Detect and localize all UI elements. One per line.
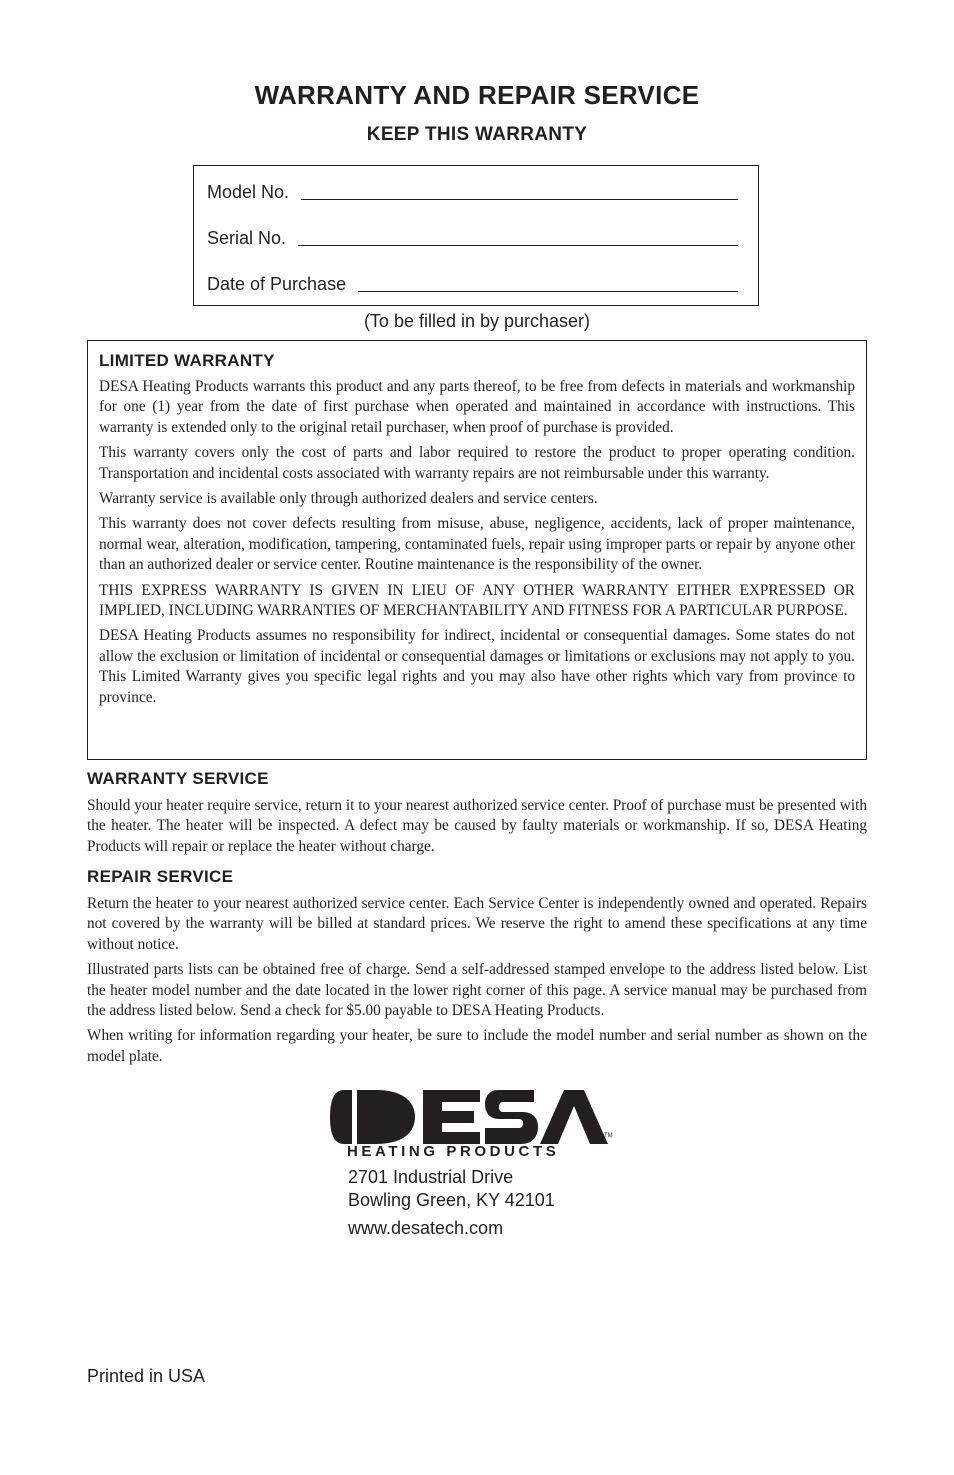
date-of-purchase-field[interactable] — [207, 274, 738, 294]
limited-warranty-paragraph: DESA Heating Products warrants this product and any parts thereof, to be free from defects in materials and workmanship for one (1) year from the date of first purchase when operated and maintained in accordance with instructions. This warranty is extended only to the original retail purchaser, when proof of purchase is provided. — [99, 378, 855, 436]
repair-service-paragraph: Illustrated parts lists can be obtained free of charge. Send a self-addressed stamped envelope to the address listed below. List the heater model number and the date located in the lower right corner of this page. A service manual may be purchased from the address listed below. Send a check for $5.00 payable to DESA Heating Products. — [87, 961, 867, 1020]
repair-service-body — [87, 894, 867, 1072]
address-line-2: Bowling Green, KY 42101 — [348, 1190, 555, 1210]
warranty-service-paragraph: Should your heater require service, return it to your nearest authorized service center. Proof of purchase must be presented with the heater. The heater will be inspected. A defect may be caused by faulty materials or workmanship. If so, DESA Heating Products will repair or replace the heater without charge. — [87, 797, 867, 855]
warranty-service-heading: WARRANTY SERVICE — [87, 769, 269, 788]
limited-warranty-paragraph: This warranty does not cover defects resulting from misuse, abuse, negligence, accidents, lack of proper maintenance, normal wear, alteration, modification, tampering, contaminated fuels, repair using improper parts or repair by anyone other than an authorized dealer or service center. Routine maintenance is the responsibility of the owner. — [99, 515, 855, 574]
model-number-label: Model No. — [207, 182, 290, 202]
desa-logo — [330, 1086, 615, 1158]
limited-warranty-paragraph: THIS EXPRESS WARRANTY IS GIVEN IN LIEU OF ANY OTHER WARRANTY EITHER EXPRESSED OR IMPLIED, INCLUDING WARRANTIES OF MERCHANTABILITY AND FITNESS FOR A PARTICULAR PURPOSE. — [99, 581, 855, 620]
limited-warranty-heading: LIMITED WARRANTY — [99, 351, 275, 370]
serial-number-label: Serial No. — [207, 228, 287, 248]
company-website[interactable]: www.desatech.com — [348, 1218, 504, 1238]
fill-instruction-note: (To be filled in by purchaser) — [363, 311, 591, 331]
model-number-field[interactable] — [207, 182, 738, 202]
serial-number-line[interactable] — [298, 245, 738, 246]
repair-service-paragraph: When writing for information regarding your heater, be sure to include the model number and serial number as shown on the model plate. — [87, 1027, 867, 1065]
date-of-purchase-label: Date of Purchase — [207, 274, 347, 294]
address-line-1: 2701 Industrial Drive — [348, 1167, 514, 1187]
limited-warranty-paragraph: DESA Heating Products assumes no responsibility for indirect, incidental or consequential damages. Some states do not allow the exclusion or limitation of incidental or consequential damages or limitations or exclusions may not apply to you. This Limited Warranty gives you specific legal rights and you may also have other rights which vary from province to province. — [99, 627, 855, 706]
limited-warranty-paragraph: Warranty service is available only through authorized dealers and service centers. — [99, 490, 598, 508]
page-subtitle: KEEP THIS WARRANTY — [366, 124, 588, 145]
serial-number-field[interactable] — [207, 228, 738, 248]
purchaser-form — [193, 165, 759, 306]
repair-service-heading: REPAIR SERVICE — [87, 867, 234, 886]
logo-tagline: HEATING PRODUCTS — [347, 1143, 560, 1158]
printed-in-note: Printed in USA — [87, 1366, 206, 1386]
page-title: WARRANTY AND REPAIR SERVICE — [254, 80, 700, 110]
company-address — [348, 1166, 555, 1212]
date-of-purchase-line[interactable] — [358, 291, 738, 292]
limited-warranty-paragraph: This warranty covers only the cost of parts and labor required to restore the product to proper operating condition. Transportation and incidental costs associated with warranty repairs are not reimbursable under this warranty. — [99, 444, 855, 482]
repair-service-paragraph: Return the heater to your nearest authorized service center. Each Service Center is independently owned and operated. Repairs not covered by the warranty will be billed at standard prices. We reserve the right to amend these specifications at any time without notice. — [87, 895, 867, 953]
limited-warranty-box — [87, 340, 867, 760]
trademark-mark: TM — [604, 1133, 613, 1139]
model-number-line[interactable] — [301, 199, 738, 200]
